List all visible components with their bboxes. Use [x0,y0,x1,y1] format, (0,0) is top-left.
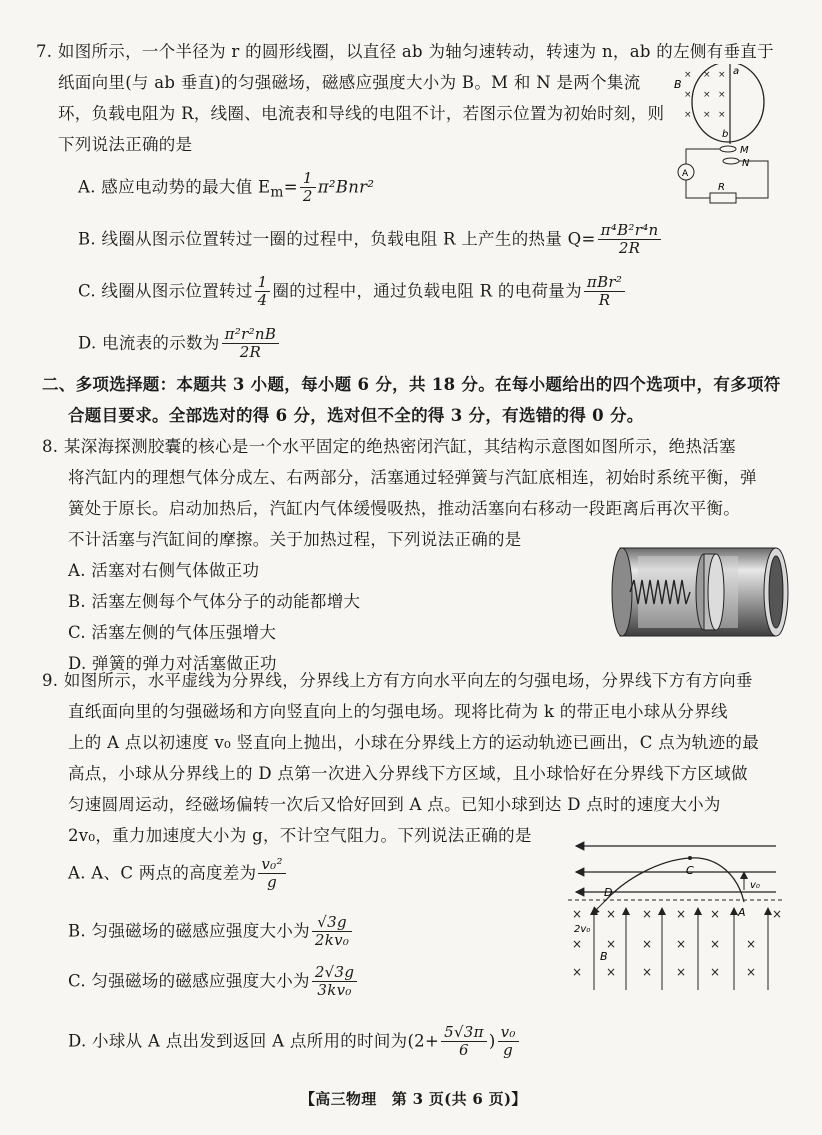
field-cross: × [703,110,711,120]
svg-text:×: × [642,937,653,951]
svg-text:×: × [676,937,687,951]
label-a: a [733,66,740,77]
q7-line3: 环，负载电阻为 R，线圈、电流表和导线的电阻不计，若图示位置为初始时刻，则 [58,104,665,123]
svg-text:×: × [572,965,583,979]
wire [686,149,720,164]
field-cross: × [684,110,692,120]
field-cross: × [703,90,711,100]
q7-line4: 下列说法正确的是 [58,135,193,154]
label-D: D [604,886,613,899]
field-cross: × [684,70,692,80]
q9-line5: 匀速圆周运动，经磁场偏转一次后又恰好回到 A 点。已知小球到达 D 点时的速度大小为 [68,795,721,814]
field-cross: × [718,90,726,100]
svg-text:×: × [572,907,583,921]
q9-option-b: B. 匀强磁场的磁感应强度大小为 $\frac{√3g}{\text{2kv₀}}$ [68,914,354,950]
svg-text:×: × [710,937,721,951]
q7-line2: 纸面向里(与 ab 垂直)的匀强磁场，磁感应强度大小为 B。M 和 N 是两个集流 [58,73,641,92]
label-R: R [718,182,725,193]
resistor-icon [710,193,736,203]
q9-option-d: D. 小球从 A 点出发到返回 A 点所用的时间为(2+ $\frac{5√3\pi}{6}$ ) $\frac{\text{v₀}}{g}$ [68,1024,521,1060]
cylinder-base [612,548,632,636]
q9-line2: 直纸面向里的匀强磁场和方向竖直向上的匀强电场。现将比荷为 k 的带正电小球从分界线 [68,702,728,721]
q8-option-d: D. 弹簧的弹力对活塞做正功 [68,654,277,673]
fraction: $\frac{\text{πBr²}}{R}$ [584,274,625,310]
q7-option-c: C. 线圈从图示位置转过 $\frac{1}{4}$ 圈的过程中，通过负载电阻 R 的电荷量为 $\frac{\text{πBr²}}{R}$ [78,274,627,310]
svg-text:×: × [676,965,687,979]
fraction: $\frac{5√3\pi}{6}$ [441,1024,487,1060]
fraction: $\frac{1}{4}$ [255,274,271,310]
q8-option-a: A. 活塞对右侧气体做正功 [68,561,260,580]
fraction: $\frac{√3g}{\text{2kv₀}}$ [312,914,352,950]
q7-option-b: B. 线圈从图示位置转过一圈的过程中，负载电阻 R 上产生的热量 Q= $\frac{\text{π⁴B²r⁴n}}{2R}$ [78,222,663,258]
svg-text:×: × [772,907,782,921]
label-B: B [674,78,682,91]
field-cross: × [718,70,726,80]
svg-text:×: × [746,937,757,951]
field-cross: × [684,90,692,100]
svg-text:×: × [606,907,617,921]
label-2v0: 2v₀ [574,924,591,935]
label-M: M [740,145,749,156]
svg-text:×: × [572,937,583,951]
q9-line3: 上的 A 点以初速度 v₀ 竖直向上抛出，小球在分界线上方的运动轨迹已画出，C 点为轨迹的最 [68,733,760,752]
coil-circuit-diagram [668,64,788,212]
q8-line1: 8. 某深海探测胶囊的核心是一个水平固定的绝热密闭汽缸，其结构示意图如图所示，绝热活塞 [42,437,736,456]
svg-text:×: × [676,907,687,921]
trajectory [604,858,744,902]
fraction: $\frac{\text{v₀²}}{g}$ [258,856,285,892]
section-2-line2: 合题目要求。全部选对的得 6 分，选对但不全的得 3 分，有选错的得 0 分。 [68,406,644,425]
label-N: N [742,158,750,169]
q8-line3: 簧处于原长。启动加热后，汽缸内气体缓慢吸热，推动活塞向右移动一段距离后再次平衡。 [68,499,740,518]
q9-option-c: C. 匀强磁场的磁感应强度大小为 $\frac{2√3g}{\text{3kv₀}}$ [68,964,359,1000]
svg-text:×: × [606,937,617,951]
fraction: $\frac{2√3g}{\text{3kv₀}}$ [312,964,357,1000]
label-v0: v₀ [750,880,760,891]
q9-line4: 高点，小球从分界线上的 D 点第一次进入分界线下方区域，且小球恰好在分界线下方区域做 [68,764,748,783]
q8-line4: 不计活塞与汽缸间的摩擦。关于加热过程，下列说法正确的是 [68,530,522,549]
fraction: $\frac{\text{π⁴B²r⁴n}}{2R}$ [598,222,662,258]
q8-option-b: B. 活塞左侧每个气体分子的动能都增大 [68,592,361,611]
page-footer: 【高三物理 第 3 页(共 6 页)】 [300,1090,527,1108]
label-C: C [686,864,694,877]
ring-M [720,146,736,152]
label-A: A [738,906,746,919]
q8-option-c: C. 活塞左侧的气体压强增大 [68,623,277,642]
q9-option-a: A. A、C 两点的高度差为 $\frac{\text{v₀²}}{g}$ [68,856,288,892]
svg-text:×: × [606,965,617,979]
svg-text:×: × [642,907,653,921]
field-trajectory-diagram [568,836,782,990]
label-b: b [722,129,729,140]
ring-N [723,158,739,164]
svg-text:×: × [746,965,757,979]
q7-line1: 7. 如图所示，一个半径为 r 的圆形线圈，以直径 ab 为轴匀速转动，转速为 n，ab 的左侧有垂直于 [36,42,774,61]
fraction: $\frac{1}{2}$ [300,170,316,206]
svg-text:×: × [642,965,653,979]
field-cross: × [703,70,711,80]
svg-text:×: × [710,965,721,979]
section-2-line1: 二、多项选择题：本题共 3 小题，每小题 6 分，共 18 分。在每小题给出的四个选项中，有多项符 [42,375,781,394]
cylinder-piston-diagram [608,540,794,644]
q7-option-d: D. 电流表的示数为 $\frac{\text{π²r²nB}}{2R}$ [78,326,281,362]
fraction: $\frac{\text{π²r²nB}}{2R}$ [222,326,280,362]
fraction: $\frac{\text{v₀}}{g}$ [498,1024,519,1060]
q9-line1: 9. 如图所示，水平虚线为分界线，分界线上方有方向水平向左的匀强电场，分界线下方有方向垂 [42,671,753,690]
q8-line2: 将汽缸内的理想气体分成左、右两部分，活塞通过轻弹簧与汽缸底相连，初始时系统平衡，弹 [68,468,757,487]
label-B: B [600,950,608,963]
wire [686,180,710,198]
label-ammeter: A [682,169,689,179]
field-cross: × [718,110,726,120]
q7-option-a: A. 感应电动势的最大值 $E_m=$ $\frac{1}{2}$ π²Bnr² [78,169,375,206]
q9-line6: 2v₀，重力加速度大小为 g，不计空气阻力。下列说法正确的是 [68,826,532,845]
wire [736,161,768,198]
svg-text:×: × [710,907,721,921]
